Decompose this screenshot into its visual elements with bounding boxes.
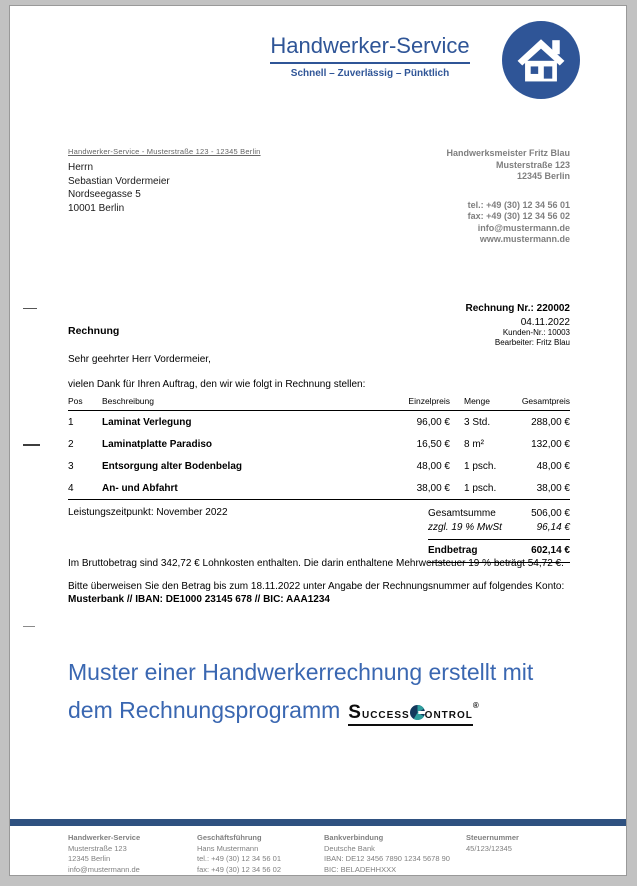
contact-tel: tel.: +49 (30) 12 34 56 01 <box>467 199 570 210</box>
cell-pos: 1 <box>68 416 74 428</box>
final-total-label: Endbetrag <box>428 545 478 556</box>
header-unit-price: Einzelpreis <box>408 396 450 406</box>
contact-email: info@mustermann.de <box>477 222 570 233</box>
cell-quantity: 1 psch. <box>464 460 497 472</box>
intro-line: vielen Dank für Ihren Auftrag, den wir wie folgt in Rechnung stellen: <box>68 379 366 390</box>
invoice-number: Rechnung Nr.: 220002 <box>465 303 570 314</box>
footer-bank-title: Bankverbindung <box>324 833 384 842</box>
vat-value: 96,14 € <box>536 522 570 533</box>
recipient-name: Sebastian Vordermeier <box>68 175 170 187</box>
divider <box>428 539 570 540</box>
cell-quantity: 3 Std. <box>464 416 491 428</box>
cell-total-price: 38,00 € <box>536 482 570 494</box>
table-row <box>68 455 570 477</box>
cell-unit-price: 96,00 € <box>416 416 450 428</box>
bank-details-line: Musterbank // IBAN: DE1000 23145 678 // BIC: AAA1234 <box>68 593 330 605</box>
recipient-address <box>68 161 170 215</box>
invoice-meta <box>466 303 570 348</box>
footer-tax-number: 45/123/12345 <box>466 843 512 853</box>
table-row <box>68 433 570 455</box>
payment-note <box>68 581 593 606</box>
contact-website: www.mustermann.de <box>479 234 570 244</box>
footer-company-column <box>68 833 140 875</box>
final-total-value: 602,14 € <box>531 545 570 556</box>
cell-pos: 3 <box>68 460 74 472</box>
fold-mark <box>23 308 37 309</box>
contact-fax: fax: +49 (30) 12 34 56 02 <box>467 211 570 221</box>
cell-pos: 4 <box>68 482 74 494</box>
vat-label: zzgl. 19 % MwSt <box>428 522 502 533</box>
contact-street: Musterstraße 123 <box>495 159 570 170</box>
footer-management-name: Hans Mustermann <box>197 843 259 853</box>
document-title: Rechnung <box>68 325 120 337</box>
footer-bank-iban: IBAN: DE12 3456 7890 1234 5678 90 <box>324 854 450 863</box>
cell-total-price: 48,00 € <box>536 460 570 472</box>
recipient-street: Nordseegasse 5 <box>68 189 141 200</box>
promo-line2: dem Rechnungsprogramm <box>68 697 341 723</box>
header-quantity: Menge <box>464 396 490 406</box>
brand-header <box>240 33 500 79</box>
company-tagline: Schnell – Zuverlässig – Pünktlich <box>290 68 450 79</box>
cell-unit-price: 38,00 € <box>416 482 450 494</box>
cell-quantity: 1 psch. <box>464 482 497 494</box>
footer-company-city: 12345 Berlin <box>68 854 111 863</box>
recipient-city: 10001 Berlin <box>68 202 125 214</box>
footer-company-street: Musterstraße 123 <box>68 843 127 853</box>
salutation-line: Sehr geehrter Herr Vordermeier, <box>68 354 211 365</box>
final-total-row <box>428 544 570 558</box>
fold-mark <box>23 626 35 627</box>
promo-line1: Muster einer Handwerkerrechnung erstellt mit <box>68 659 534 685</box>
footer-management-tel: tel.: +49 (30) 12 34 56 01 <box>197 854 282 863</box>
footer-bank-column <box>324 833 450 875</box>
footer-company-title: Handwerker-Service <box>68 833 141 842</box>
vat-row <box>428 521 570 535</box>
successcontrol-c-icon <box>410 697 425 723</box>
table-row <box>68 411 570 433</box>
cell-quantity: 8 m² <box>464 438 484 450</box>
cell-description: Laminatplatte Paradiso <box>102 438 213 450</box>
contact-name: Handwerksmeister Fritz Blau <box>446 148 570 158</box>
spacer <box>446 183 570 200</box>
cell-total-price: 132,00 € <box>531 438 570 450</box>
cell-description: Laminat Verlegung <box>102 416 192 428</box>
company-contact-block <box>446 148 570 246</box>
fold-mark-center <box>23 444 40 446</box>
header-total-price: Gesamtpreis <box>521 396 570 406</box>
successcontrol-word-success: Success <box>348 702 410 723</box>
subtotal-value: 506,00 € <box>531 508 570 519</box>
cell-unit-price: 16,50 € <box>416 438 450 450</box>
subtotal-label: Gesamtsumme <box>428 508 496 519</box>
service-period: Leistungszeitpunkt: November 2022 <box>68 507 228 518</box>
company-title: Handwerker-Service <box>270 33 469 64</box>
wage-costs-note: Im Bruttobetrag sind 342,72 € Lohnkosten enthalten. Die darin enthaltene Mehrwertsteuer 19 % beträgt 54,72 €. <box>68 558 564 569</box>
footer-management-fax: fax: +49 (30) 12 34 56 02 <box>197 864 282 874</box>
company-logo <box>502 21 580 99</box>
customer-number: Kunden-Nr.: 10003 <box>502 328 570 337</box>
footer-bank-name: Deutsche Bank <box>324 843 375 853</box>
footer-management-column <box>197 833 281 875</box>
registered-mark: ® <box>472 701 479 710</box>
successcontrol-word-ontrol: ontrol <box>424 705 473 721</box>
items-table <box>68 396 570 567</box>
successcontrol-logo <box>348 697 473 726</box>
totals-section <box>68 499 570 567</box>
footer-bank-bic: BIC: BELADEHHXXX <box>324 864 397 874</box>
table-row <box>68 477 570 499</box>
clerk-name: Bearbeiter: Fritz Blau <box>494 338 570 347</box>
cell-description: An- und Abfahrt <box>102 482 178 494</box>
footer-tax-title: Steuernummer <box>466 833 519 842</box>
header-pos: Pos <box>68 396 83 406</box>
footer-accent-bar <box>10 819 626 826</box>
table-header-row <box>68 396 570 411</box>
header-description: Beschreibung <box>102 396 154 406</box>
house-icon <box>511 28 571 93</box>
contact-city: 12345 Berlin <box>516 171 570 181</box>
cell-pos: 2 <box>68 438 74 450</box>
sender-return-line: Handwerker-Service - Musterstraße 123 - 12345 Berlin <box>68 147 261 156</box>
cell-total-price: 288,00 € <box>531 416 570 428</box>
footer-management-title: Geschäftsführung <box>197 833 262 842</box>
footer-tax-column <box>466 833 519 854</box>
invoice-date: 04.11.2022 <box>520 317 570 328</box>
subtotal-row <box>428 507 570 521</box>
promo-text <box>68 656 573 727</box>
payment-instruction: Bitte überweisen Sie den Betrag bis zum 18.11.2022 unter Angabe der Rechnungsnummer auf folgendes Konto: <box>68 581 565 592</box>
cell-unit-price: 48,00 € <box>416 460 450 472</box>
invoice-page <box>9 5 627 876</box>
recipient-salutation: Herrn <box>68 162 94 173</box>
footer-company-email: info@mustermann.de <box>68 864 140 874</box>
cell-description: Entsorgung alter Bodenbelag <box>102 460 243 472</box>
